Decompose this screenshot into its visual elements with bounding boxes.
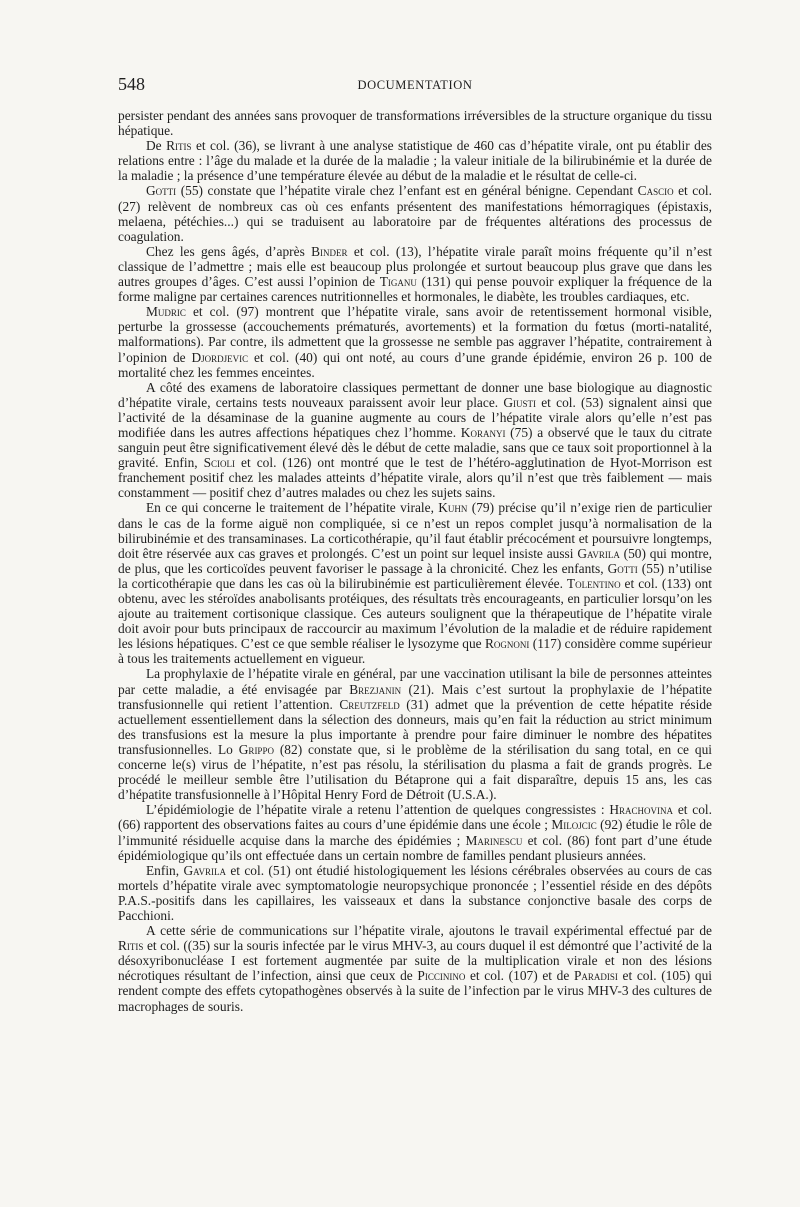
author-name: Gotti (146, 183, 177, 199)
text-run: et col. (105) qui rendent compte des effets cytopathogènes observés à la suite de l’infection par le virus MHV-3 des cultures de macrophages de souris. (118, 968, 712, 1014)
text-run: De (146, 138, 167, 154)
paragraph (118, 500, 712, 666)
author-name: Marinescu (465, 832, 523, 848)
text-run: et col. (40) qui ont noté, au cours d’une grande épidémie, environ 26 p. 100 de mortalité chez les femmes enceintes. (118, 349, 713, 380)
author-name: Rognoni (484, 636, 530, 652)
author-name: Ritis (118, 938, 144, 954)
paragraph (118, 863, 712, 923)
author-name: Tiganu (379, 274, 417, 290)
author-name: Paradisi (573, 968, 618, 984)
text-run: A cette série de communications sur l’hépatite virale, ajoutons le travail expérimental effectué par de (146, 923, 712, 939)
text-run: (117) considère comme supérieur à tous les traitements actuellement en vigueur. (118, 636, 712, 667)
author-name: Djordjevic (191, 349, 249, 365)
text-run: et col. (86) font part d’une étude épidémiologique qu’ils ont effectuée dans un certain nombre de familles pendant plusieurs années. (118, 832, 712, 863)
author-name: Gotti (607, 560, 638, 576)
author-name: Hrachovina (609, 802, 674, 818)
text-run: (79) précise qu’il n’exige rien de particulier dans le cas de la forme aiguë non compliquée, si ce n’est un repos complet jusqu’à normalisation de la bilirubinémie et des transaminases. La corticothérapie, qu’il faut établir précocément et poursuivre longtemps, doit être réservée aux cas graves et prolongés. C’est un point sur lequel insiste aussi (118, 500, 712, 561)
text-run: et col. (36), se livrant à une analyse statistique de 460 cas d’hépatite virale, ont pu établir des relations entre : l’âge du malade et la durée de la maladie ; la valeur initiale de la bilirubinémie et la durée de la maladie ; la présence d’une température élevée au début de la maladie et le résultat de celle-ci. (118, 138, 712, 184)
text-run: (92) étudie le rôle de l’immunité résiduelle acquise dans la marche des épidémies ; (118, 817, 712, 848)
text-run: et col. (27) relèvent de nombreux cas où ces enfants présentent des manifestations hémorragiques (épistaxis, melaena, pétéchies...) qui se traduisent au laboratoire par de fréquentes altérations des processus de coagulation. (118, 183, 712, 244)
paragraph (118, 304, 712, 379)
text-run: et col. ((35) sur la souris infectée par le virus MHV-3, au cours duquel il est démontré que l’activité de la désoxyribonucléase I est fortement augmentée par suite de la multiplication virale et non des lésions nécrotiques résultant de l’infection, ainsi que ceux de (118, 938, 712, 984)
author-name: Binder (311, 243, 348, 259)
text-run: (75) a observé que le taux du citrate sanguin peut être significativement élevé dès le début de cette maladie, sans que ce taux soit proportionnel à la gravité. Enfin, (118, 424, 712, 471)
author-name: Brezjanin (349, 681, 402, 697)
author-name: Gavrila (183, 862, 226, 878)
paragraph (118, 244, 712, 304)
author-name: Ritis (166, 138, 192, 154)
text-run: (21). Mais c’est surtout la prophylaxie de l’hépatite transfusionnelle qui retient l’attention. (118, 681, 712, 712)
page-header (118, 74, 712, 100)
text-run: et col. (53) signalent ainsi que l’activité de la désaminase de la guanine augmente au cours de l’hépatite virale alors qu’elle n’est pas modifiée dans les autres affections hépatiques chez l’homme. (118, 394, 712, 440)
text-run: Chez les gens âgés, d’après (146, 243, 312, 259)
running-head: DOCUMENTATION (357, 78, 473, 92)
text-run: et col. (126) ont montré que le test de l’hétéro-agglutination de Hyot-Morrison est franchement positif chez les malades atteints d’hépatite virale, alors qu’il n’est que très faiblement — mais constamment — positif chez d’autres malades ou chez les sujets sains. (118, 455, 712, 501)
text-run: (55) n’utilise la corticothérapie que dans les cas où la bilirubinémie est particulièrement élevée. (118, 560, 712, 591)
author-name: Tolentino (566, 575, 621, 591)
paragraph (118, 666, 712, 802)
text-run: Enfin, (146, 862, 184, 878)
paragraph (118, 380, 712, 501)
text-run: et col. (66) rapportent des observations faites au cours d’une épidémie dans une école ; (118, 802, 712, 833)
body-text (118, 108, 712, 1014)
author-name: Creutzfeld (339, 696, 400, 712)
page-number: 548 (118, 74, 145, 94)
paragraph (118, 802, 712, 862)
paragraph (118, 923, 712, 1014)
text-run: et col. (133) ont obtenu, avec les stéroïdes anabolisants protéiques, des résultats très encourageants, en particulier lorsqu’on les ajoute au traitement cortisonique classique. Ces auteurs soulignent que la thérapeutique de l’hépatite virale doit avoir pour buts principaux de raccourcir au maximum l’évolution de la maladie et de réduire rapidement les lésions hépatiques. C’est ce que semble réaliser le lysozyme que (118, 575, 712, 652)
text-run: persister pendant des années sans provoquer de transformations irréversibles de la structure organique du tissu hépatique. (118, 108, 712, 139)
text-run: (82) constate que, si le problème de la stérilisation du sang total, en ce qui concerne le(s) virus de l’hépatite, n’est pas résolu, la stérilisation du plasma a fait de grands progrès. Le procédé le meilleur semble être l’utilisation du Bétaprone qui a fait disparaître, depuis 15 ans, les cas d’hépatite transfusionnelle à l’Hôpital Henry Ford de Détroit (U.S.A.). (118, 741, 712, 803)
author-name: Gavrila (577, 545, 620, 561)
author-name: Kuhn (438, 500, 468, 516)
text-run: et col. (97) montrent que l’hépatite virale, sans avoir de retentissement hormonal visible, perturbe la grossesse (accouchements prématurés, avortements) et la formation du fœtus (morti-natalité, malformations). Par contre, ils admettent que la grossesse ne semble pas aggraver l’hépatite, contrairement à l’opinion de (118, 304, 712, 365)
text-run: L’épidémiologie de l’hépatite virale a retenu l’attention de quelques congressistes : (146, 802, 610, 818)
paragraph (118, 108, 712, 138)
text-run: (131) qui pense pouvoir expliquer la fréquence de la forme maligne par certaines carences nutritionnelles et hormonales, le diabète, les troubles cardiaques, etc. (118, 274, 712, 305)
author-name: Koranyi (460, 424, 506, 440)
text-run: La prophylaxie de l’hépatite virale en général, par une vaccination utilisant la bile de personnes atteintes par cette maladie, a été envisagée par (118, 666, 712, 697)
author-name: Giusti (503, 394, 537, 410)
text-run: (31) admet que la prévention de cette hépatite réside actuellement essentiellement dans la sélection des donneurs, mais qu’en fait la réduction au strict minimum des transfusions est la mesure la plus importante à prendre pour faire diminuer le nombre des hépatites transfusionnelles. Lo (118, 696, 712, 757)
author-name: Piccinino (417, 968, 466, 984)
paragraph (118, 183, 712, 243)
text-run: (55) constate que l’hépatite virale chez l’enfant est en général bénigne. Cependant (176, 183, 638, 199)
paragraph (118, 138, 712, 183)
author-name: Milojcic (551, 817, 597, 833)
text-run: A côté des examens de laboratoire classiques permettant de donner une base biologique au diagnostic d’hépatite virale, certains tests nouveaux paraissent avoir leur place. (118, 379, 712, 410)
text-run: et col. (51) ont étudié histologiquement les lésions cérébrales observées au cours de cas mortels d’hépatite virale avec symptomatologie neuropsychique prononcée ; l’essentiel réside en des dépôts P.A.S.-positifs dans les capillaires, les vaisseaux et dans la substance conjonctive basale des corps de Pacchioni. (118, 862, 712, 923)
text-run: et col. (13), l’hépatite virale paraît moins fréquente qu’il n’est classique de l’admettre ; mais elle est beaucoup plus prolongée et surtout beaucoup plus grave que dans les autres groupes d’âges. C’est aussi l’opinion de (118, 243, 712, 290)
text-run: En ce qui concerne le traitement de l’hépatite virale, (146, 500, 439, 516)
author-name: Cascio (637, 183, 674, 199)
text-run: (50) qui montre, de plus, que les corticoïdes peuvent favoriser le passage à la chronicité. Chez les enfants, (118, 545, 712, 576)
author-name: Grippo (238, 741, 274, 757)
author-name: Scioli (203, 455, 236, 471)
author-name: Mudric (146, 304, 186, 320)
text-run: et col. (107) et de (465, 968, 574, 984)
